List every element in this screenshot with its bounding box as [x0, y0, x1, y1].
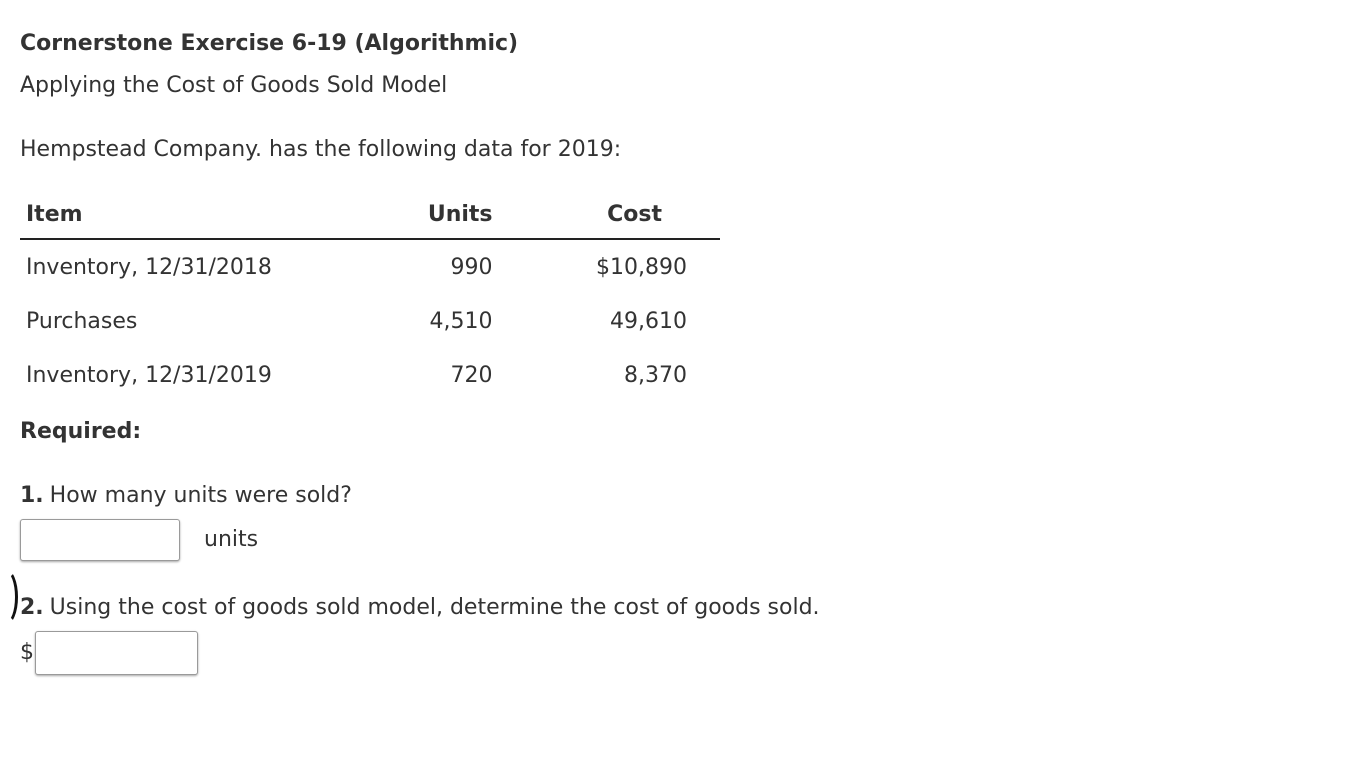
question-1 — [20, 483, 352, 508]
units-sold-input[interactable] — [20, 519, 180, 561]
row-item-label: Inventory, 12/31/2018 — [26, 254, 272, 280]
row-cost-value: 49,610 — [610, 308, 687, 334]
exercise-subtitle: Applying the Cost of Goods Sold Model — [20, 73, 448, 98]
question-2-text: Using the cost of goods sold model, determine the cost of goods sold. — [49, 595, 820, 620]
column-header-units: Units — [319, 190, 493, 239]
cost-of-goods-sold-input[interactable] — [35, 631, 198, 675]
row-item-label: Purchases — [26, 308, 138, 334]
required-heading: Required: — [20, 419, 142, 444]
column-header-item: Item — [20, 190, 319, 239]
units-label: units — [204, 527, 259, 552]
exercise-title: Cornerstone Exercise 6-19 (Algorithmic) — [20, 31, 519, 56]
question-1-text: How many units were sold? — [49, 483, 352, 508]
question-2 — [20, 595, 820, 620]
table-row — [20, 294, 720, 348]
dollar-sign-prefix: $ — [20, 640, 34, 665]
row-item-label: Inventory, 12/31/2019 — [26, 362, 272, 388]
row-units-value: 4,510 — [429, 308, 493, 334]
row-units-value: 720 — [450, 362, 493, 388]
column-header-cost: Cost — [493, 190, 720, 239]
row-cost-value: $10,890 — [596, 254, 687, 280]
table-row — [20, 239, 720, 294]
table-header-row — [20, 190, 720, 239]
table-row — [20, 348, 720, 402]
side-bracket-marker — [0, 569, 18, 625]
intro-text: Hempstead Company. has the following data for 2019: — [20, 137, 622, 162]
inventory-data-table — [20, 190, 720, 402]
row-units-value: 990 — [450, 254, 493, 280]
row-cost-value: 8,370 — [624, 362, 687, 388]
question-2-number: 2. — [20, 595, 44, 620]
question-1-number: 1. — [20, 483, 44, 508]
